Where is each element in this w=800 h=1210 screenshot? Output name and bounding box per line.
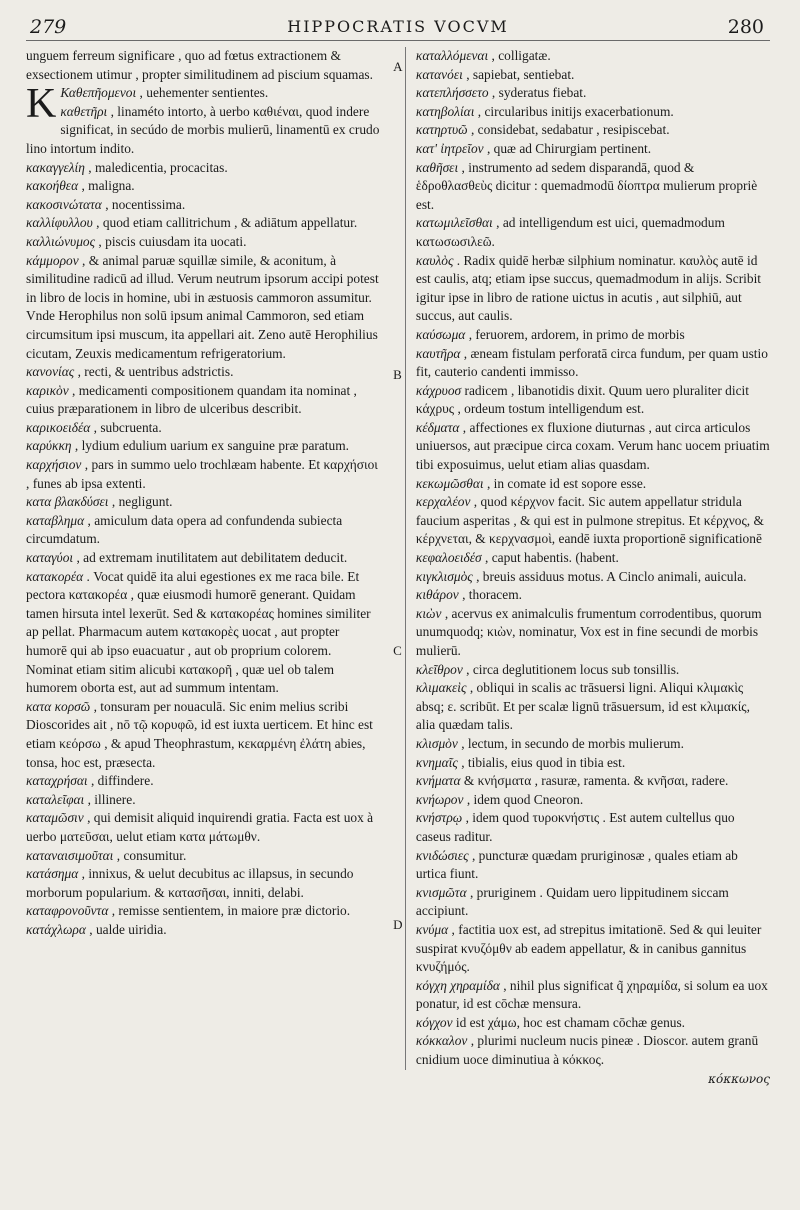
entry-headword: κνημαῖς [415,754,458,770]
dictionary-entry [26,437,381,456]
entry-definition: , innixus, & uelut decubitus ac illapsus, in secundo morborum popularium. & κατασῆσαι, inniti, delabi. [26,866,354,900]
entry-definition: , qui demisit aliquid inquirendi gratia. Facta est uox à uerbo ματεῦσαι, uelut etiam κατα μάτωμθν. [26,810,374,844]
entry-headword: καταχρήσαι [26,773,88,789]
entry-headword: κατάσημα [26,866,79,882]
page-header [26,14,770,41]
entry-definition: , piscis cuiusdam ita uocati. [98,233,247,249]
entry-headword: καθετῆρι [60,103,108,119]
dictionary-entry [416,586,770,605]
entry-definition: , nihil plus significat q̃ χηραμίδα, si solum ea uox ponatur, id est cōchæ mensura. [415,977,768,1012]
dictionary-entry [416,419,770,475]
margin-letter-b: B [393,367,402,382]
dictionary-entry [26,47,381,84]
right-page-number: 280 [727,16,764,38]
dictionary-entry [26,493,381,512]
entry-headword: καλλίφυλλου [26,215,93,231]
entry-definition: , acervus ex animalculis frumentum corrodentibus, quorum unumquodq; κιὼν, nominatur, Vox est in fine secundi de morbis mulierū. [415,605,762,658]
entry-headword: κεκωμῶσθαι [415,475,484,491]
entry-headword: καταμῶσιν [26,810,84,826]
margin-letter-d: D [393,917,403,932]
entry-definition: radicem , libanotidis dixit. Quum uero pluraliter dicit κάχρυς , ordeum tostum intelligendum est. [415,382,749,417]
entry-headword: κλιμακεὶς [415,680,467,696]
entry-definition: , feruorem, ardorem, in primo de morbis [468,326,685,342]
dictionary-entry [26,419,381,438]
entry-headword: κνήωρον [415,791,464,807]
entry-definition: , tonsuram per nouaculā. Sic enim melius scribi Dioscorides ait , nō τῷ κορυφῶ, id est iuxta uerticem. Et hinc est etiam κεόρσω , & apud Theophrastum, κεκαρμένη ἐλάτη abies, tonsa, hoc est, præsecta. [26,698,373,770]
dictionary-entry [26,847,381,866]
entry-definition: , pars in summo uelo trochlæam habente. Et καρχήσιοι , funes ab ipsa extenti. [26,457,378,491]
entry-headword: καύσωμα [415,326,466,342]
entry-headword: κνιδώσιες [415,847,469,863]
entry-definition: id est χάμω, hoc est chamam cōchæ genus. [455,1014,686,1030]
entry-headword: κνήστρῳ [415,810,463,826]
entry-headword: καταγύοι [26,550,74,566]
dictionary-entry [416,475,770,494]
dictionary-entry [416,605,770,661]
dictionary-entry [416,568,770,587]
entry-definition: , uehementer sentientes. [139,85,269,101]
entry-definition: , thoracem. [462,587,522,603]
entry-headword: κατακορέα [26,568,84,584]
entry-headword: κλισμὸν [415,735,458,751]
entry-definition: unguem ferreum significare , quo ad fœtus extractionem & exsectionem utimur , propter similitudinem ad piscium squamas. [26,48,373,82]
entry-definition: , illinere. [87,791,136,807]
entry-headword: καρχήσιον [26,457,82,473]
dictionary-entry [26,549,381,568]
entry-definition: , ad intelligendum est uici, quemadmodum κατωσωσιλεῶ. [415,215,725,249]
dictionary-entry [26,214,381,233]
dictionary-entry [416,661,770,680]
dictionary-entry [26,772,381,791]
dictionary-entry [416,66,770,85]
dictionary-entry [416,977,770,1014]
entry-headword: κνύμα [415,921,449,937]
entry-headword: κόγχη χηραμίδα [415,977,500,993]
dictionary-entry [416,140,770,159]
entry-definition: , affectiones ex fluxione diuturnas , aut circa articulos uniuersos, aut præcipue circa coxam. Verum hanc uocem priuatim tibi exposuimus, uelut etiam alias quasdam. [415,419,770,473]
entry-headword: καταναισιμοῦται [26,847,114,863]
entry-headword: κατεπλήσσετο [415,85,489,101]
dictionary-entry [416,326,770,345]
entry-definition: , subcruenta. [93,419,162,435]
entry-headword: καυλὸς [415,252,454,268]
drop-cap: K [26,81,57,128]
entry-definition: , plurimi nucleum nucis pineæ . Dioscor. autem granū cnidium uoce diminutiua à κόκκος. [415,1033,759,1068]
dictionary-entry [416,754,770,773]
entry-definition: , idem quod τυροκνήστις . Est autem cultellus quo caseus raditur. [415,810,735,844]
entry-definition: , breuis assiduus motus. A Cinclo animali, auicula. [476,568,747,584]
entry-headword: κόκκαλον [415,1033,468,1049]
entry-headword: κακοήθεα [26,178,79,194]
entry-definition: , pruriginem . Quidam uero lippitudinem siccam accipiunt. [415,884,729,919]
dictionary-entry [26,865,381,902]
right-column [405,47,770,1070]
entry-headword: καθῆσει [415,159,459,175]
dictionary-entry [26,791,381,810]
dictionary-entry [416,84,770,103]
entry-headword: καταλεῖφαι [26,791,85,807]
dictionary-entry [416,735,770,754]
margin-letters [391,47,405,1070]
dictionary-entry [416,791,770,810]
dictionary-entry [26,921,381,940]
dictionary-entry [26,512,381,549]
entry-headword: κακαγγελίη [26,159,85,175]
entry-definition: , maligna. [81,178,135,194]
entry-headword: καταφρονοῦντα [26,903,109,919]
entry-definition: , puncturæ quædam pruriginosæ , quales etiam ab urtica fiunt. [415,847,738,882]
entry-headword: καρικὸν [26,382,69,398]
dictionary-entry [416,847,770,884]
entry-headword: κατάχλωρα [26,921,86,937]
entry-headword: καταβλημα [26,512,85,528]
entry-definition: , caput habentis. (habent. [485,550,619,566]
margin-letter-c: C [393,643,402,658]
dictionary-entry [416,1032,770,1069]
entry-definition: , quod κέρχνον facit. Sic autem appellatur stridula faucium asperitas , & qui est in pulmone strepitus. Et κέρχνος, & κέρχνεται, & κερχνασμοὶ, eandē iuxta proportionē significationē [415,494,764,547]
entry-definition: , syderatus fiebat. [491,85,587,101]
entry-definition: , diffindere. [90,773,154,789]
entry-headword: κατηβολίαι [415,103,475,119]
entry-definition: , in comate id est sopore esse. [486,475,647,491]
entry-definition: , idem quod Cneoron. [466,791,584,807]
dictionary-entry [26,902,381,921]
entry-headword: κατα βλακδύσει [26,494,109,510]
entry-definition: & κνήσματα , rasuræ, ramenta. & κνῆσαι, radere. [463,773,729,789]
entry-definition: , obliqui in scalis ac trāsuersi ligni. Aliqui κλιμακὶς absq; ε. scribūt. Et per scalæ lignū trāsuersum, id est κλιμακίς, alia quædam talis. [415,680,750,733]
entry-definition: , negligunt. [111,494,173,510]
entry-definition: , nocentissima. [105,196,186,212]
entry-headword: κατηρτυῶ [415,122,468,138]
dictionary-entry [26,382,381,419]
entry-definition: , & animal paruæ squillæ simile, & aconitum, à similitudine radicū ad illud. Verum neutrum ipsorum accipi potest in libro de locis in homine, ubi in æstuosis cammoron assumitur. Vnde Herophilus non solū ipsum animal Cammoron, sed etiam circumsitum ipsi muscum, ita appellari ait. Zeno autē Herophilius cicutam, Zeuxis medicamentum refrigeratorium. [26,252,379,361]
entry-definition: , colligatæ. [491,48,551,63]
entry-definition: , quod etiam callitrichum , & adiātum appellatur. [96,215,358,231]
entry-definition: , consumitur. [116,847,187,863]
entry-headword: κιὼν [415,605,442,621]
entry-definition: , circa deglutitionem locus sub tonsillis. [466,661,680,677]
dictionary-entry [26,252,381,364]
entry-definition: , lectum, in secundo de morbis mulierum. [461,735,684,751]
entry-definition: , maledicentia, procacitas. [88,159,228,175]
entry-headword: κόγχον [415,1014,453,1030]
entry-definition: , instrumento ad sedem disparandā, quod & ἑδροθλασθεὺς dicitur : quemadmodū δίοπτρα mulierum propriè est. [415,159,758,212]
entry-headword: καταλλόμεναι [415,48,489,63]
entry-headword: καλλιώνυμος [26,233,96,249]
entry-headword: κατα κορσῶ [26,698,91,714]
dictionary-entry [416,214,770,251]
dictionary-entry [26,698,381,772]
dictionary-entry [416,252,770,326]
entry-definition: . Vocat quidē ita alui egestiones ex me raca bile. Et pectora κατακορέα , quæ eiusmodi humorē generant. Quidam tamen hirsuta intel lexerūt. Sed & κατακορέας homines similiter ap pellat. Pharmacum autem κατακορὲς uocat , aut propter humorē qui ab ipso euacuatur , aut ob proprium colorem. Nominat etiam sitim alicubi κατακορῆ , quæ uel ob talem humorem oborta est, aut ad summum intentam. [26,568,371,696]
dictionary-entry [416,884,770,921]
entry-headword: κνήματα [415,773,461,789]
dictionary-entry [26,568,381,698]
entry-definition: , factitia uox est, ad strepitus imitationē. Sed & qui leuiter suspirat κνυζόμθν ab eadem appellatur, & in canibus gannitus κνυζήμός. [415,921,762,975]
entry-definition: , æneam fistulam perforatā circa fundum, per quam ustio fit, cauterio candenti immisso. [415,345,768,380]
entry-headword: καρικοειδέα [26,419,91,435]
dictionary-entry [26,809,381,846]
left-page-number: 279 [30,16,67,38]
dictionary-entry [26,159,381,178]
entry-headword: κλεῖθρον [415,661,463,677]
entry-definition: , linaméto intorto, à uerbo καθιέναι, quod indere significat, in secúdo de morbis mulierū, linamentū ex crudo lino intortum indito. [26,103,380,156]
dictionary-entry [416,159,770,215]
dictionary-entry [416,103,770,122]
entry-headword: κερχαλέον [415,494,471,510]
catchword: κόκκωνος [708,1071,770,1086]
entry-headword: κάχρυοσ [415,382,462,398]
entry-definition: , medicamenti compositionem quandam ita nominat , cuius præparationem in libro de ulceribus describit. [26,382,357,417]
dictionary-entry [26,177,381,196]
entry-headword: κατωμιλεῖσθαι [415,215,493,231]
entry-headword: καυτῆρα [415,345,461,361]
entry-definition: , amiculum data opera ad confundenda subiecta circumdatum. [26,512,343,547]
entry-headword: καρύκκη [26,438,72,454]
dictionary-entry [26,363,381,382]
entry-definition: . Radix quidē herbæ silphium nominatur. καυλὸς autē id est caulis, atq; etiam ipse succus, quemadmodum in alijs. Scribit igitur ipse in libro de ratione uictus in acutis , aut silphiū, aut succus, aut caulis. [415,252,762,324]
margin-letter-a: A [393,59,403,74]
entry-headword: κέδματα [415,419,460,435]
entry-definition: , quæ ad Chirurgiam pertinent. [486,140,652,156]
entry-definition: , sapiebat, sentiebat. [466,66,575,82]
left-column [26,47,391,1070]
entry-definition: , ad extremam inutilitatem aut debilitatem deducit. [76,550,348,566]
dictionary-entry [26,196,381,215]
dictionary-entry [416,921,770,977]
entry-definition: , tibialis, eius quod in tibia est. [461,754,626,770]
dictionary-entry [416,345,770,382]
entry-definition: , considebat, sedabatur , resipiscebat. [470,122,670,138]
entry-headword: κνισμῶτα [415,884,467,900]
dictionary-entry [416,382,770,419]
entry-headword: κιθάρον [415,587,459,603]
entry-definition: , circularibus initijs exacerbationum. [477,103,674,119]
dictionary-entry [416,679,770,735]
entry-headword: κιγκλισμὸς [415,568,473,584]
entry-headword: κατανόει [415,66,463,82]
entry-headword: κακοσινώτατα [26,196,102,212]
entry-definition: , recti, & uentribus adstrictis. [77,364,234,380]
dictionary-entry [416,549,770,568]
entry-headword: κεφαλοειδέσ [415,550,482,566]
entry-headword: κατ' ἰητρεῖον [415,140,484,156]
running-title: HIPPOCRATIS VOCVM [287,17,509,36]
dictionary-entry [416,47,770,66]
dictionary-entry [26,233,381,252]
dictionary-entry [26,103,381,159]
dictionary-entry [416,809,770,846]
entry-headword: κάμμορον [26,252,79,268]
entry-headword: κανονίας [26,364,75,380]
two-column-body [26,47,770,1070]
entry-definition: , ualde uiridia. [89,921,167,937]
dictionary-entry [416,772,770,791]
dictionary-entry [26,456,381,493]
entry-headword: Καθεπῆομενοι [60,85,137,101]
dictionary-entry [416,1014,770,1033]
entry-definition: , remisse sentientem, in maiore præ dictorio. [111,903,351,919]
dictionary-entry [416,121,770,140]
dictionary-entry [416,493,770,549]
entry-definition: , lydium edulium uarium ex sanguine præ paratum. [74,438,349,454]
